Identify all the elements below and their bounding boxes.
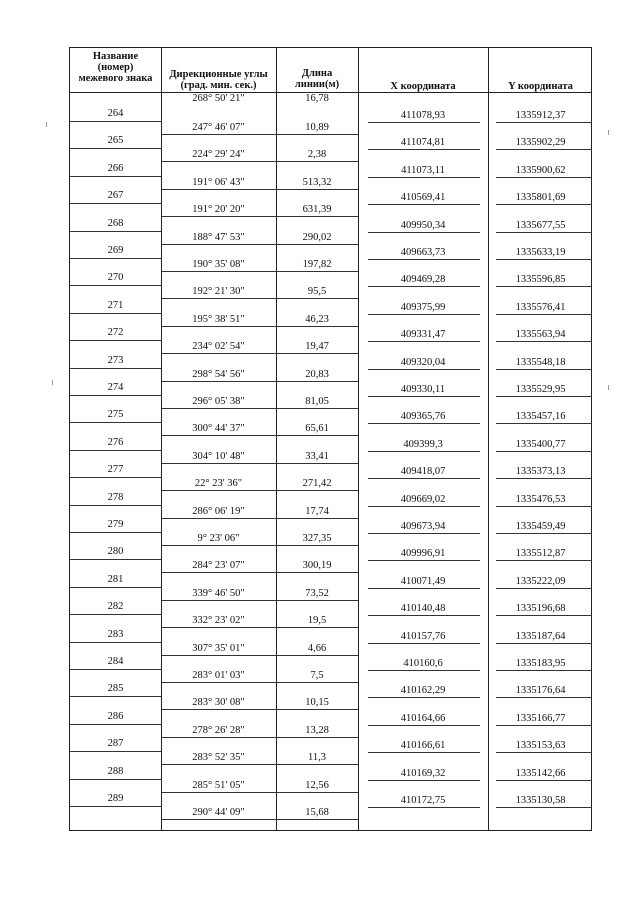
x-coordinate: 410071,49 (400, 575, 446, 587)
y-coordinate: 1335153,63 (515, 740, 566, 752)
cell-underline (368, 149, 480, 150)
x-coordinate: 410140,48 (400, 603, 446, 615)
cell-underline (496, 259, 592, 260)
line-length: 81,05 (305, 396, 329, 407)
cell-underline (70, 313, 161, 314)
point-name: 287 (107, 738, 124, 750)
x-coordinate: 410164,66 (400, 712, 446, 724)
cell-underline (70, 231, 161, 232)
table-row (70, 629, 591, 656)
table-row (70, 683, 591, 710)
cell-underline (368, 588, 480, 589)
table-row (70, 492, 591, 519)
cell-underline (368, 533, 480, 534)
table-row (70, 327, 591, 354)
x-coordinate: 409950,34 (400, 219, 446, 231)
cell-underline (496, 177, 592, 178)
x-coordinate: 409365,76 (400, 411, 446, 423)
direction-angle: 191° 20' 20" (192, 204, 245, 216)
cell-underline (496, 752, 592, 753)
cell-underline (368, 122, 480, 123)
point-name: 288 (107, 765, 124, 777)
direction-angle: 188° 47' 53" (192, 231, 245, 243)
line-length: 197,82 (302, 259, 332, 270)
cell-underline (368, 204, 480, 205)
x-coordinate: 409469,28 (400, 274, 446, 286)
y-coordinate: 1335457,16 (515, 411, 566, 423)
header-name-line: (номер) (97, 62, 134, 73)
cell-underline (368, 423, 480, 424)
cell-underline (70, 176, 161, 177)
cell-underline (70, 258, 161, 259)
line-length: 65,61 (305, 423, 329, 435)
x-coordinate: 410157,76 (400, 630, 446, 642)
cell-underline (161, 819, 276, 820)
table-row (70, 574, 591, 601)
point-name: 269 (107, 245, 124, 256)
x-coordinate: 411073,11 (401, 164, 445, 176)
line-length: 513,32 (302, 176, 332, 188)
point-name: 273 (107, 354, 124, 366)
table-row (70, 163, 591, 190)
cell-underline (496, 807, 592, 808)
x-coordinate: 409673,94 (400, 521, 446, 532)
y-coordinate: 1335373,13 (515, 466, 566, 478)
scan-mark (608, 130, 609, 135)
direction-angle: 332° 23' 02" (192, 615, 245, 627)
direction-angle: 190° 35' 08" (192, 259, 245, 270)
cell-underline (70, 559, 161, 560)
line-length: 46,23 (305, 313, 329, 325)
cell-underline (70, 422, 161, 423)
y-coordinate: 1335476,53 (515, 493, 566, 505)
cell-underline (368, 478, 480, 479)
cell-underline (70, 532, 161, 533)
line-length: 290,02 (302, 231, 332, 243)
cell-underline (70, 614, 161, 615)
cell-underline (70, 395, 161, 396)
line-length: 19,5 (307, 615, 327, 627)
cell-underline (70, 779, 161, 780)
table-row (70, 601, 591, 628)
first-angle: 268° 50' 21" (192, 93, 245, 104)
line-length: 300,19 (302, 560, 332, 572)
table-row (70, 464, 591, 491)
line-length: 15,68 (305, 807, 329, 818)
cell-underline (70, 148, 161, 149)
cell-underline (70, 587, 161, 588)
direction-angle: 285° 51' 05" (192, 779, 245, 791)
cell-underline (496, 149, 592, 150)
cell-underline (496, 643, 592, 644)
direction-angle: 224° 29' 24" (192, 149, 245, 161)
table-row (70, 437, 591, 464)
cell-underline (368, 807, 480, 808)
cell-underline (368, 697, 480, 698)
x-coordinate: 410172,75 (400, 795, 446, 806)
y-coordinate: 1335459,49 (515, 521, 566, 532)
direction-angle: 283° 30' 08" (192, 697, 245, 709)
cell-underline (496, 451, 592, 452)
line-length: 10,15 (305, 697, 329, 709)
cell-underline (70, 340, 161, 341)
boundary-coordinates-table (69, 47, 592, 831)
line-length: 2,38 (307, 149, 327, 161)
line-length: 7,5 (310, 670, 324, 681)
point-name: 276 (107, 436, 124, 448)
point-name: 270 (107, 272, 124, 284)
x-coordinate: 409669,02 (400, 493, 446, 505)
direction-angle: 290° 44' 09" (192, 807, 245, 818)
direction-angle: 283° 52' 35" (192, 752, 245, 764)
cell-underline (368, 506, 480, 507)
cell-underline (70, 505, 161, 506)
point-name: 289 (107, 793, 124, 804)
direction-angle: 278° 26' 28" (192, 724, 245, 736)
line-length: 17,74 (305, 505, 329, 517)
line-length: 20,83 (305, 368, 329, 380)
direction-angle: 339° 46' 50" (192, 587, 245, 599)
point-name: 267 (107, 190, 124, 202)
table-row (70, 272, 591, 299)
direction-angle: 283° 01' 03" (192, 670, 245, 681)
cell-underline (496, 204, 592, 205)
header-name (70, 51, 161, 84)
table-row (70, 245, 591, 272)
x-coordinate: 411078,93 (400, 110, 446, 121)
cell-underline (496, 478, 592, 479)
y-coordinate: 1335633,19 (515, 247, 566, 258)
line-length: 19,47 (305, 341, 329, 353)
cell-underline (496, 506, 592, 507)
line-length: 631,39 (302, 204, 332, 216)
table-row (70, 135, 591, 162)
line-length: 11,3 (308, 752, 326, 764)
direction-angle: 9° 23' 06" (197, 533, 240, 544)
y-coordinate: 1335196,68 (515, 603, 566, 615)
cell-underline (496, 780, 592, 781)
scan-mark (52, 380, 53, 385)
table-row (70, 355, 591, 382)
x-coordinate: 409320,04 (400, 356, 446, 368)
header-angles-line: (град. мин. сек.) (180, 80, 257, 91)
cell-underline (70, 203, 161, 204)
cell-underline (496, 122, 592, 123)
table-row (70, 738, 591, 765)
cell-underline (496, 341, 592, 342)
cell-underline (368, 752, 480, 753)
direction-angle: 191° 06' 43" (192, 176, 245, 188)
table-row (70, 382, 591, 409)
table-row (70, 766, 591, 793)
x-coordinate: 410169,32 (400, 767, 446, 779)
point-name: 281 (107, 573, 124, 585)
point-name: 271 (107, 299, 124, 311)
cell-underline (496, 533, 592, 534)
cell-underline (368, 314, 480, 315)
x-coordinate: 410166,61 (400, 740, 446, 752)
table-row (70, 519, 591, 546)
cell-underline (496, 232, 592, 233)
cell-underline (368, 369, 480, 370)
x-coordinate: 409663,73 (400, 247, 446, 258)
y-coordinate: 1335400,77 (515, 438, 566, 450)
direction-angle: 192° 21' 30" (192, 286, 245, 298)
table-row (70, 656, 591, 683)
cell-underline (70, 751, 161, 752)
x-coordinate: 411074,81 (400, 137, 446, 149)
y-coordinate: 1335222,09 (515, 575, 566, 587)
y-coordinate: 1335142,66 (515, 767, 566, 779)
point-name: 264 (107, 108, 124, 119)
point-name: 268 (107, 217, 124, 229)
first-length: 16,78 (305, 93, 329, 104)
y-coordinate: 1335512,87 (515, 548, 566, 560)
point-name: 283 (107, 628, 124, 640)
cell-underline (70, 669, 161, 670)
y-coordinate: 1335900,62 (515, 164, 566, 176)
x-coordinate: 410160,6 (403, 658, 443, 669)
cell-underline (496, 423, 592, 424)
cell-underline (368, 451, 480, 452)
point-name: 284 (107, 656, 124, 667)
x-coordinate: 409996,91 (400, 548, 446, 560)
header-angles-line: Дирекционные углы (169, 69, 268, 80)
x-coordinate: 410569,41 (400, 192, 446, 204)
cell-underline (368, 286, 480, 287)
header-length-line: линии(м) (294, 79, 340, 90)
line-length: 4,66 (307, 642, 327, 654)
cell-underline (368, 396, 480, 397)
cell-underline (496, 588, 592, 589)
table-row (70, 108, 591, 135)
cell-underline (368, 615, 480, 616)
direction-angle: 286° 06' 19" (192, 505, 245, 517)
header-x: X координата (390, 81, 456, 92)
cell-underline (70, 285, 161, 286)
direction-angle: 247° 46' 07" (192, 122, 245, 133)
cell-underline (368, 560, 480, 561)
cell-underline (368, 670, 480, 671)
y-coordinate: 1335596,85 (515, 274, 566, 286)
cell-underline (368, 232, 480, 233)
point-name: 279 (107, 519, 124, 530)
line-length: 13,28 (305, 724, 329, 736)
header-angles (161, 69, 276, 91)
x-coordinate: 409399,3 (403, 438, 443, 450)
header-length-line: Длина (301, 68, 333, 79)
table-row (70, 793, 591, 820)
cell-underline (496, 369, 592, 370)
direction-angle: 296° 05' 38" (192, 396, 245, 407)
table-row (70, 546, 591, 573)
direction-angle: 195° 38' 51" (192, 313, 245, 325)
cell-underline (496, 396, 592, 397)
cell-underline (496, 697, 592, 698)
cell-underline (70, 121, 161, 122)
table-row (70, 300, 591, 327)
header-name-line: Название (92, 51, 139, 62)
line-length: 10,89 (305, 122, 329, 133)
y-coordinate: 1335801,69 (515, 192, 566, 204)
y-coordinate: 1335176,64 (515, 685, 566, 697)
table-row (70, 711, 591, 738)
y-coordinate: 1335677,55 (515, 219, 566, 231)
line-length: 33,41 (305, 450, 329, 462)
cell-underline (70, 642, 161, 643)
cell-underline (496, 560, 592, 561)
point-name: 278 (107, 491, 124, 503)
line-length: 327,35 (302, 533, 332, 544)
cell-underline (496, 615, 592, 616)
y-coordinate: 1335166,77 (515, 712, 566, 724)
x-coordinate: 409375,99 (400, 301, 446, 313)
line-length: 271,42 (302, 478, 332, 490)
point-name: 277 (107, 464, 124, 476)
cell-underline (368, 780, 480, 781)
table-row (70, 218, 591, 245)
point-name: 265 (107, 135, 124, 147)
x-coordinate: 409418,07 (400, 466, 446, 478)
cell-underline (70, 806, 161, 807)
direction-angle: 22° 23' 36" (194, 478, 243, 490)
direction-angle: 298° 54' 56" (192, 368, 245, 380)
cell-underline (368, 643, 480, 644)
cell-underline (70, 724, 161, 725)
y-coordinate: 1335563,94 (515, 329, 566, 341)
header-name-line: межевого знака (78, 73, 153, 84)
y-coordinate: 1335902,29 (515, 137, 566, 149)
y-coordinate: 1335183,95 (515, 658, 566, 669)
point-name: 282 (107, 601, 124, 613)
direction-angle: 284° 23' 07" (192, 560, 245, 572)
scan-mark (608, 385, 609, 390)
cell-underline (70, 450, 161, 451)
cell-underline (70, 368, 161, 369)
table-row (70, 409, 591, 436)
header-y: Y координата (508, 81, 573, 92)
y-coordinate: 1335130,58 (515, 795, 566, 806)
direction-angle: 234° 02' 54" (192, 341, 245, 353)
cell-underline (70, 696, 161, 697)
y-coordinate: 1335187,64 (515, 630, 566, 642)
y-coordinate: 1335576,41 (515, 301, 566, 313)
line-length: 73,52 (305, 587, 329, 599)
cell-underline (496, 725, 592, 726)
direction-angle: 307° 35' 01" (192, 642, 245, 654)
point-name: 274 (107, 382, 124, 393)
cell-underline (276, 819, 358, 820)
point-name: 285 (107, 683, 124, 695)
x-coordinate: 409331,47 (400, 329, 446, 341)
y-coordinate: 1335529,95 (515, 384, 566, 395)
x-coordinate: 409330,11 (400, 384, 446, 395)
line-length: 12,56 (305, 779, 329, 791)
header-length (276, 68, 358, 90)
point-name: 272 (107, 327, 124, 339)
scan-mark (46, 122, 47, 127)
point-name: 280 (107, 546, 124, 558)
point-name: 286 (107, 710, 124, 722)
cell-underline (496, 286, 592, 287)
table-body (70, 93, 591, 830)
point-name: 275 (107, 409, 124, 421)
y-coordinate: 1335548,18 (515, 356, 566, 368)
cell-underline (368, 725, 480, 726)
line-length: 95,5 (307, 286, 327, 298)
cell-underline (368, 177, 480, 178)
x-coordinate: 410162,29 (400, 685, 446, 697)
direction-angle: 304° 10' 48" (192, 450, 245, 462)
table-row (70, 190, 591, 217)
table-header (70, 48, 591, 93)
cell-underline (368, 341, 480, 342)
y-coordinate: 1335912,37 (515, 110, 566, 121)
cell-underline (70, 477, 161, 478)
cell-underline (496, 670, 592, 671)
direction-angle: 300° 44' 37" (192, 423, 245, 435)
cell-underline (368, 259, 480, 260)
cell-underline (496, 314, 592, 315)
point-name: 266 (107, 162, 124, 174)
